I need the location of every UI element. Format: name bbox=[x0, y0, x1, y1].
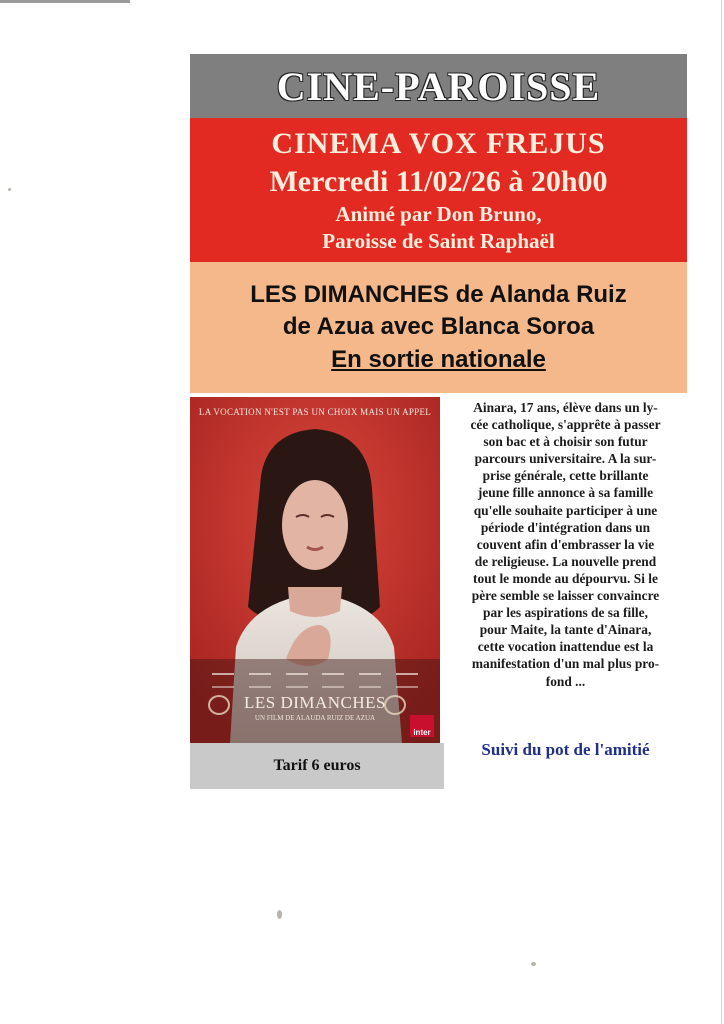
credit-block bbox=[286, 673, 308, 688]
credit-block bbox=[322, 673, 344, 688]
lower-section bbox=[190, 393, 687, 793]
film-title-line1: LES DIMANCHES de Alanda Ruiz bbox=[250, 280, 627, 308]
event-host-line1: Animé par Don Bruno, bbox=[335, 202, 542, 226]
film-banner bbox=[190, 262, 687, 393]
credit-block bbox=[396, 673, 418, 688]
event-banner bbox=[190, 118, 687, 262]
film-poster bbox=[190, 397, 440, 743]
synopsis-line: tout le monde au dépourvu. Si le bbox=[473, 570, 658, 586]
synopsis-line: de religieuse. La nouvelle prend bbox=[474, 553, 657, 569]
scan-speck bbox=[277, 910, 282, 919]
scan-edge bbox=[721, 0, 722, 1024]
header-banner bbox=[190, 54, 687, 118]
synopsis-line: fond ... bbox=[545, 673, 586, 689]
poster-tagline: LA VOCATION N'EST PAS UN CHOIX MAIS UN APPEL bbox=[198, 407, 432, 417]
event-date: Mercredi 11/02/26 à 20h00 bbox=[269, 165, 608, 198]
synopsis-line: période d'intégration dans un bbox=[480, 519, 651, 535]
synopsis-line: cette vocation inattendue est la bbox=[477, 639, 654, 655]
synopsis-line: parcours universitaire. A la sur- bbox=[474, 451, 657, 467]
synopsis-line: son bac et à choisir son futur bbox=[483, 434, 648, 450]
credit-block bbox=[359, 673, 381, 688]
flyer bbox=[190, 54, 687, 793]
scan-mark bbox=[0, 0, 130, 3]
synopsis-line: cée catholique, s'apprête à passer bbox=[470, 417, 661, 433]
page-title: CINE-PAROISSE bbox=[276, 63, 601, 109]
poster-illustration bbox=[190, 397, 440, 743]
poster-credits bbox=[212, 673, 418, 688]
synopsis-line: qu'elle souhaite participer à une bbox=[473, 502, 658, 518]
credit-block bbox=[212, 673, 234, 688]
event-host-line2: Paroisse de Saint Raphaël bbox=[322, 229, 555, 253]
synopsis-line: Ainara, 17 ans, élève dans un ly- bbox=[473, 400, 658, 415]
film-title-line2: de Azua avec Blanca Soroa bbox=[282, 312, 595, 340]
price-text: Tarif 6 euros bbox=[273, 757, 361, 774]
film-release: En sortie nationale bbox=[331, 345, 546, 373]
synopsis-line: prise générale, cette brillante bbox=[482, 468, 649, 484]
scan-speck bbox=[531, 962, 536, 966]
poster-title: LES DIMANCHES bbox=[243, 693, 387, 712]
price-box bbox=[190, 743, 444, 789]
synopsis-line: père semble se laisser convaincre bbox=[471, 588, 660, 604]
event-venue: CINEMA VOX FREJUS bbox=[271, 127, 606, 160]
radio-logo: inter bbox=[410, 715, 434, 737]
synopsis-line: manifestation d'un mal plus pro- bbox=[471, 656, 660, 672]
synopsis bbox=[444, 399, 687, 690]
credit-block bbox=[249, 673, 271, 688]
synopsis-line: jeune fille annonce à sa famille bbox=[477, 485, 654, 501]
footer-note: Suivi du pot de l'amitié bbox=[481, 740, 650, 759]
synopsis-line: pour Maite, la tante d'Ainara, bbox=[479, 622, 652, 638]
scan-speck bbox=[8, 188, 11, 191]
poster-subtitle: UN FILM DE ALAUDA RUIZ DE AZUA bbox=[254, 714, 376, 722]
synopsis-line: par les aspirations de sa fille, bbox=[483, 605, 648, 621]
synopsis-line: couvent afin d'embrasser la vie bbox=[476, 536, 655, 552]
